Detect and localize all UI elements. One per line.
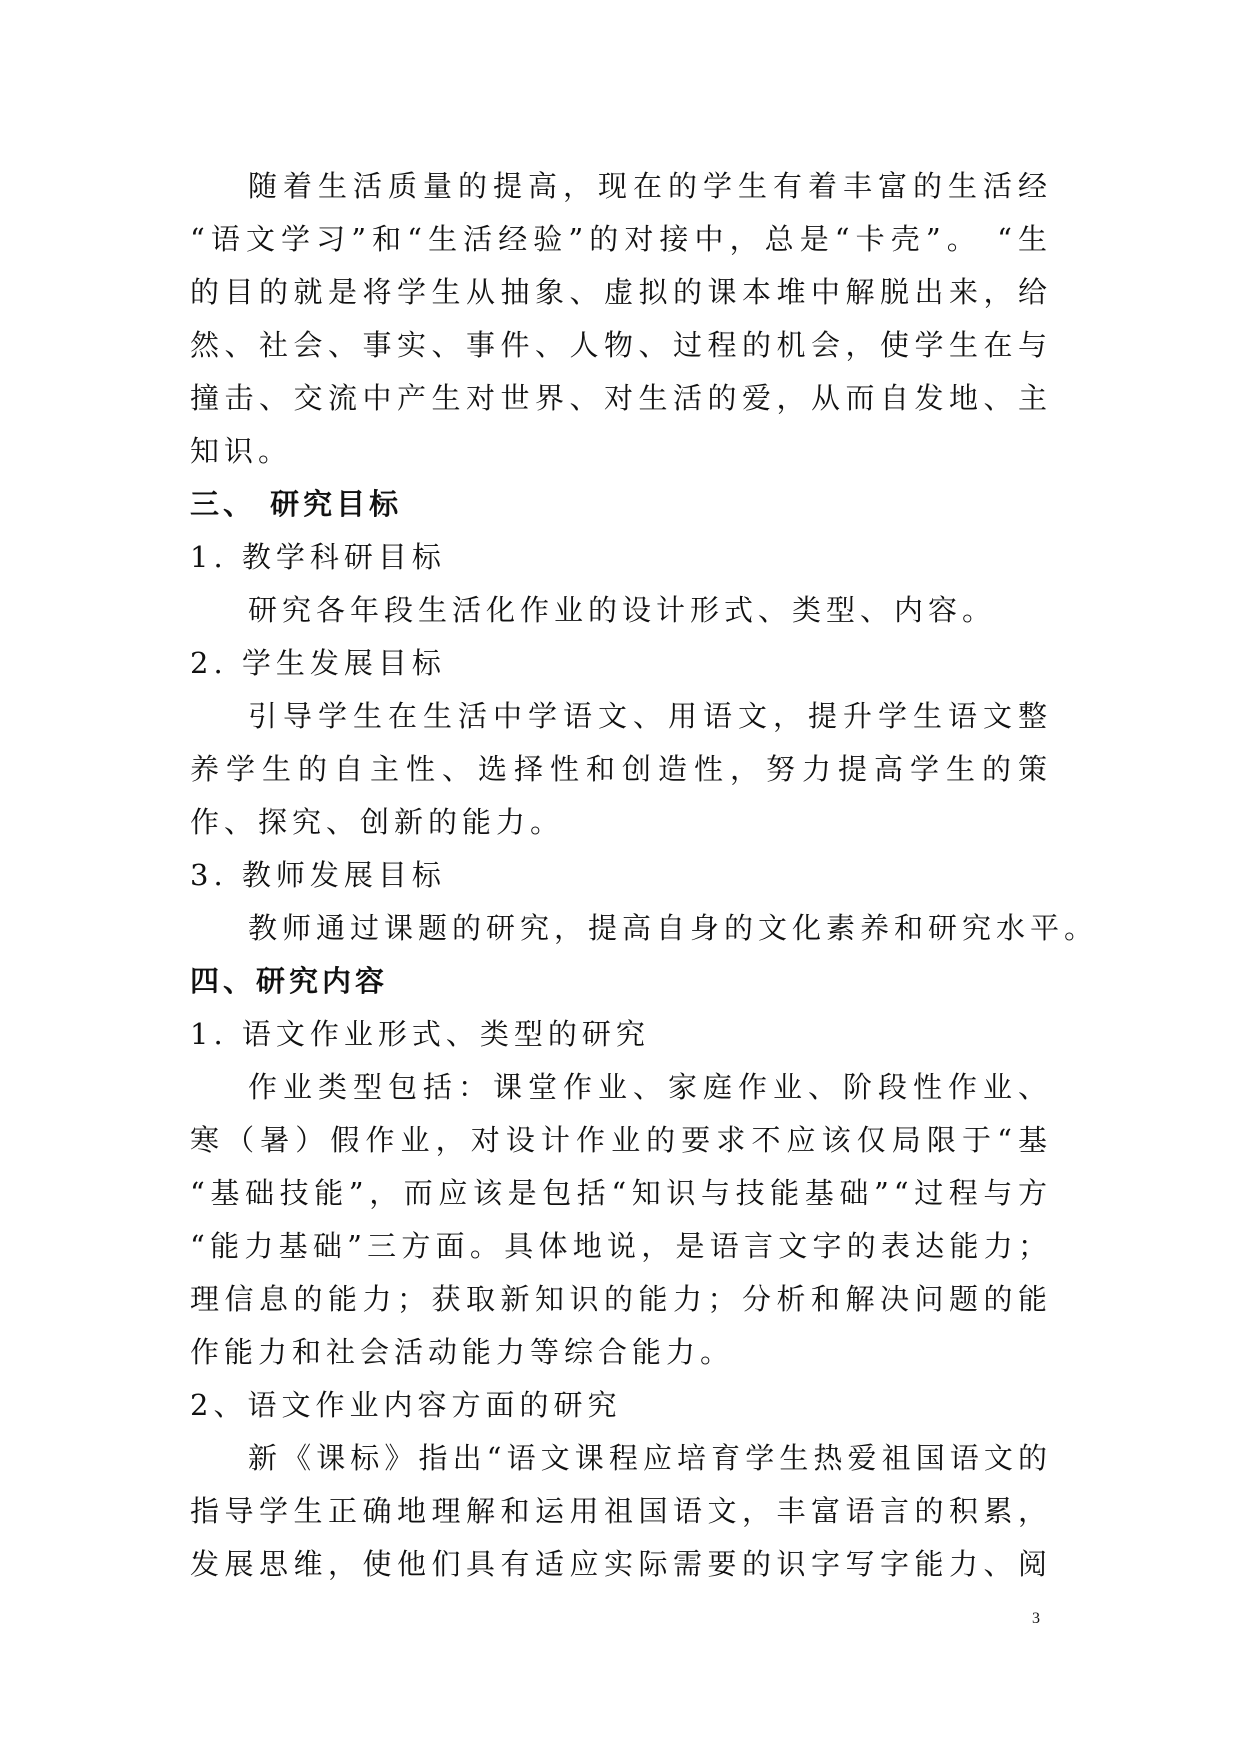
page-number: 3: [1032, 1610, 1040, 1627]
paragraph-line: 指导学生正确地理解和运用祖国语文，丰富语言的积累，: [190, 1494, 1052, 1528]
paragraph-line: 作、探究、创新的能力。: [190, 805, 565, 839]
section-heading-research-goals: 三、 研究目标: [190, 487, 403, 521]
paragraph-line: 知识。: [190, 434, 293, 468]
subheading-homework-form-type: 1. 语文作业形式、类型的研究: [190, 1017, 650, 1051]
paragraph-line: 发展思维，使他们具有适应实际需要的识字写字能力、阅: [190, 1547, 1052, 1581]
paragraph-line: 新《课标》指出“语文课程应培育学生热爱祖国语文的: [248, 1441, 1052, 1475]
paragraph-line: “语文学习”和“生活经验”的对接中，总是“卡壳”。 “生: [190, 222, 1052, 256]
document-body: [190, 160, 1099, 1591]
paragraph-line: “能力基础”三方面。具体地说，是语言文字的表达能力；: [190, 1229, 1052, 1263]
paragraph-line: 理信息的能力；获取新知识的能力；分析和解决问题的能: [190, 1282, 1052, 1316]
subheading-homework-content: 2、语文作业内容方面的研究: [190, 1388, 622, 1422]
paragraph-line: 作业类型包括：课堂作业、家庭作业、阶段性作业、: [248, 1070, 1052, 1104]
paragraph-line: 教师通过课题的研究，提高自身的文化素养和研究水平。: [248, 911, 1099, 945]
paragraph-line: 研究各年段生活化作业的设计形式、类型、内容。: [248, 593, 997, 627]
paragraph-line: 撞击、交流中产生对世界、对生活的爱，从而自发地、主: [190, 381, 1052, 415]
paragraph-line: 然、社会、事实、事件、人物、过程的机会，使学生在与: [190, 328, 1052, 362]
subheading-student-development-goal: 2. 学生发展目标: [190, 646, 446, 680]
paragraph-line: 引导学生在生活中学语文、用语文，提升学生语文整: [248, 699, 1052, 733]
subheading-teacher-development-goal: 3. 教师发展目标: [190, 858, 446, 892]
paragraph-line: 养学生的自主性、选择性和创造性，努力提高学生的策: [190, 752, 1052, 786]
paragraph-line: 作能力和社会活动能力等综合能力。: [190, 1335, 735, 1369]
paragraph-line: “基础技能”，而应该是包括“知识与技能基础”“过程与方: [190, 1176, 1052, 1210]
paragraph-line: 寒（暑）假作业，对设计作业的要求不应该仅局限于“基: [190, 1123, 1052, 1157]
subheading-teaching-research-goal: 1. 教学科研目标: [190, 540, 446, 574]
paragraph-line: 随着生活质量的提高，现在的学生有着丰富的生活经: [248, 169, 1052, 203]
section-heading-research-content: 四、研究内容: [190, 964, 389, 998]
paragraph-line: 的目的就是将学生从抽象、虚拟的课本堆中解脱出来，给: [190, 275, 1052, 309]
